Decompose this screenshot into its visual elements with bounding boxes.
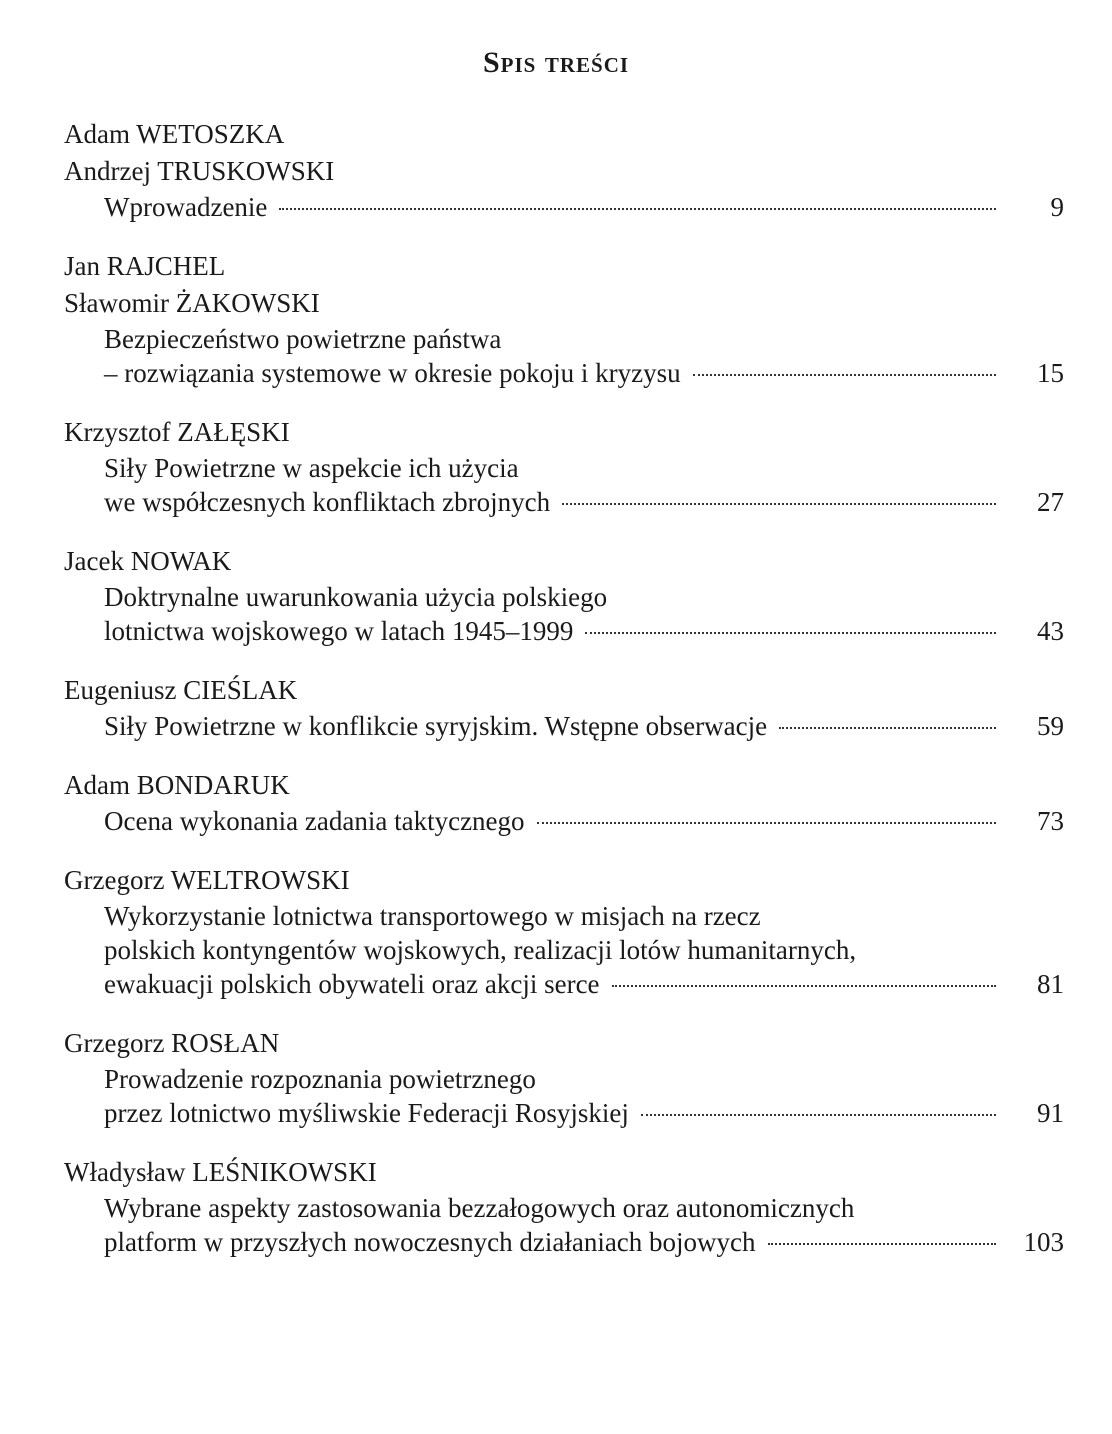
toc-entry: [64, 1154, 1064, 1259]
toc-entry: [64, 248, 1064, 390]
toc-title-line: Doktrynalne uwarunkowania użycia polskiego: [104, 582, 608, 612]
page-title: Spis treści: [482, 46, 630, 79]
toc-title-text: lotnictwa wojskowego w latach 1945–1999: [104, 616, 574, 646]
dot-leader: [562, 503, 996, 505]
toc-entries: [64, 116, 1064, 1283]
toc-title-text: we współczesnych konfliktach zbrojnych: [104, 487, 551, 517]
author-name: Eugeniusz CIEŚLAK: [64, 675, 298, 705]
toc-title-line: Prowadzenie rozpoznania powietrznego: [104, 1064, 536, 1094]
author-name: Grzegorz WELTROWSKI: [64, 865, 350, 895]
toc-title-line: Wykorzystanie lotnictwa transportowego w misjach na rzecz: [104, 901, 761, 931]
author-name: Jacek NOWAK: [64, 546, 232, 576]
author-name: Andrzej TRUSKOWSKI: [64, 156, 335, 186]
toc-title-last-line: [64, 485, 1064, 519]
toc-title-line: Bezpieczeństwo powietrzne państwa: [104, 324, 502, 354]
toc-entry: [64, 767, 1064, 838]
toc-entry: [64, 862, 1064, 1001]
toc-title-last-line: [64, 709, 1064, 743]
dot-leader: [612, 985, 996, 987]
dot-leader: [641, 1114, 996, 1116]
toc-title-last-line: [64, 614, 1064, 648]
toc-entry: [64, 1025, 1064, 1130]
toc-title-last-line: [64, 967, 1064, 1001]
toc-entry: [64, 414, 1064, 519]
toc-title-text: platform w przyszłych nowoczesnych działaniach bojowych: [104, 1227, 756, 1257]
page-number: 59: [1037, 711, 1064, 741]
dot-leader: [537, 822, 996, 824]
page-number: 15: [1037, 358, 1064, 388]
page-number: 43: [1037, 616, 1064, 646]
toc-title-line: Siły Powietrzne w aspekcie ich użycia: [104, 453, 519, 483]
toc-title-last-line: [64, 1096, 1064, 1130]
toc-title-text: ewakuacji polskich obywateli oraz akcji serce: [104, 969, 600, 999]
dot-leader: [693, 374, 996, 376]
dot-leader: [585, 632, 996, 634]
toc-title-line: polskich kontyngentów wojskowych, realizacji lotów humanitarnych,: [104, 935, 857, 965]
author-name: Adam WETOSZKA: [64, 119, 285, 149]
toc-title-last-line: [64, 190, 1064, 224]
author-name: Adam BONDARUK: [64, 770, 290, 800]
page-number: 73: [1037, 806, 1064, 836]
toc-title-text: – rozwiązania systemowe w okresie pokoju i kryzysu: [104, 358, 681, 388]
toc-entry: [64, 672, 1064, 743]
author-name: Władysław LEŚNIKOWSKI: [64, 1157, 377, 1187]
toc-title-text: przez lotnictwo myśliwskie Federacji Rosyjskiej: [104, 1098, 629, 1128]
toc-entry: [64, 116, 1064, 224]
dot-leader: [279, 208, 996, 210]
toc-title-last-line: [64, 804, 1064, 838]
page-number: 103: [1023, 1227, 1064, 1257]
author-name: Grzegorz ROSŁAN: [64, 1028, 280, 1058]
toc-title-text: Ocena wykonania zadania taktycznego: [104, 806, 525, 836]
author-name: Jan RAJCHEL: [64, 251, 226, 281]
page-number: 27: [1037, 487, 1064, 517]
toc-title-text: Siły Powietrzne w konflikcie syryjskim. Wstępne obserwacje: [104, 711, 768, 741]
toc-title-last-line: [64, 1225, 1064, 1259]
page-number: 9: [1050, 192, 1064, 222]
toc-title-line: Wybrane aspekty zastosowania bezzałogowych oraz autonomicznych: [104, 1193, 855, 1223]
author-name: Sławomir ŻAKOWSKI: [64, 288, 320, 318]
page-number: 91: [1037, 1098, 1064, 1128]
toc-entry: [64, 543, 1064, 648]
dot-leader: [779, 727, 996, 729]
toc-title-text: Wprowadzenie: [104, 192, 268, 222]
dot-leader: [768, 1243, 996, 1245]
author-name: Krzysztof ZAŁĘSKI: [64, 417, 290, 447]
toc-title-last-line: [64, 356, 1064, 390]
page-number: 81: [1037, 969, 1064, 999]
